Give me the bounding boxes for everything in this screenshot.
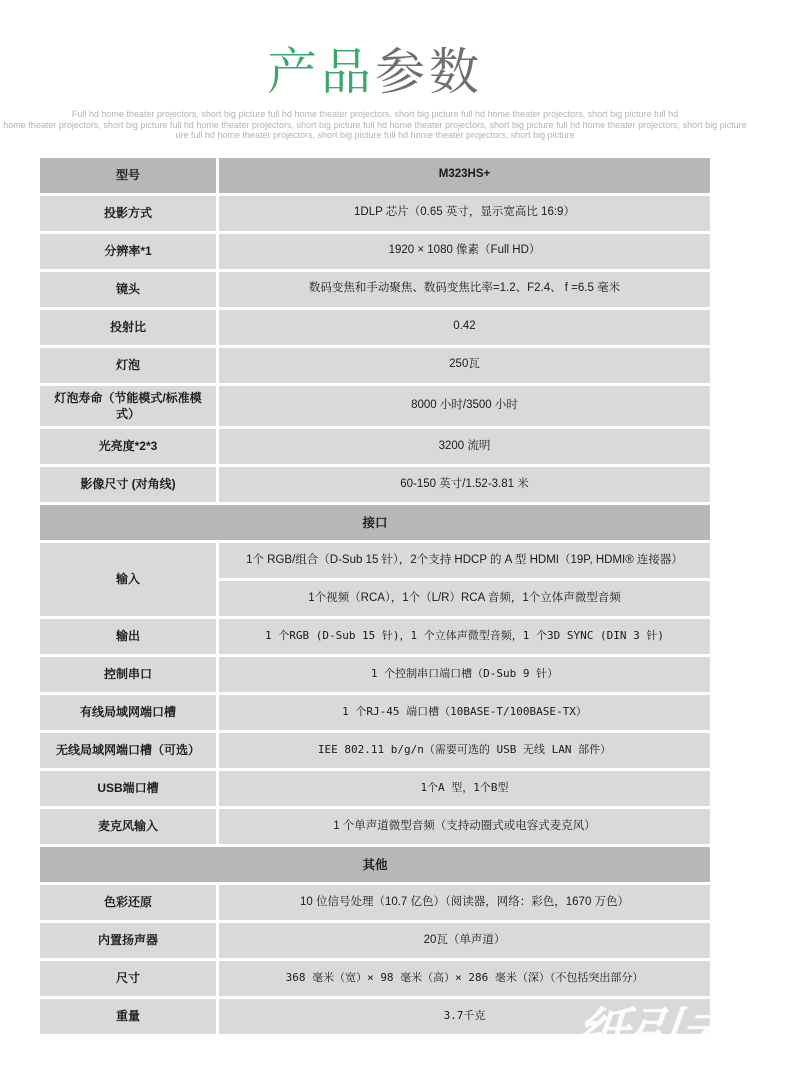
spec-value: IEE 802.11 b/g/n（需要可选的 USB 无线 LAN 部件）	[219, 733, 710, 768]
spec-label: 投影方式	[40, 196, 216, 231]
spec-row-output	[40, 619, 710, 654]
spec-value: 8000 小时/3500 小时	[219, 386, 710, 426]
subtitle-line: home theater projectors, short big picture full hd home theater projectors, short big picture full hd home theater projectors, short big picture full hd home theater projectors, short big picture	[3, 119, 747, 130]
spec-label: 灯泡寿命（节能模式/标准模式）	[40, 386, 216, 426]
spec-value: M323HS+	[219, 158, 710, 193]
spec-label: 麦克风输入	[40, 809, 216, 844]
spec-value: 20瓦（单声道）	[219, 923, 710, 958]
page-subtitle	[0, 109, 750, 141]
spec-row-model	[40, 158, 710, 193]
spec-label: 尺寸	[40, 961, 216, 996]
spec-label: 光亮度*2*3	[40, 429, 216, 464]
input-values-column	[219, 543, 710, 616]
spec-row-wired-lan	[40, 695, 710, 730]
spec-value: 0.42	[219, 310, 710, 345]
spec-row-throw-ratio	[40, 310, 710, 345]
spec-label: 灯泡	[40, 348, 216, 383]
spec-value: 1 个RJ-45 端口槽（10BASE-T/100BASE-TX）	[219, 695, 710, 730]
spec-label: 分辨率*1	[40, 234, 216, 269]
spec-value: 368 毫米（宽）× 98 毫米（高）× 286 毫米（深）（不包括突出部分）	[219, 961, 710, 996]
spec-value: 1DLP 芯片（0.65 英寸，显示宽高比 16:9）	[219, 196, 710, 231]
spec-value: 1个 RGB/组合（D-Sub 15 针），2个支持 HDCP 的 A 型 HDMI（19P, HDMI® 连接器）	[219, 543, 710, 578]
spec-row-brightness	[40, 429, 710, 464]
spec-row-mic-input	[40, 809, 710, 844]
section-header-other: 其他	[40, 847, 710, 882]
spec-row-dimensions	[40, 961, 710, 996]
subtitle-line: Full hd home theater projectors, short big picture full hd home theater projectors, short big picture full hd home theater projectors, short big picture full hd	[71, 109, 679, 119]
spec-value: 1 个单声道微型音频（支持动圈式或电容式麦克风）	[219, 809, 710, 844]
spec-label: 色彩还原	[40, 885, 216, 920]
spec-value: 1 个控制串口端口槽（D-Sub 9 针）	[219, 657, 710, 692]
spec-row-input	[40, 543, 710, 616]
spec-row-usb-ports	[40, 771, 710, 806]
spec-label: 型号	[40, 158, 216, 193]
spec-value: 250瓦	[219, 348, 710, 383]
spec-value: 1个A 型，1个B型	[219, 771, 710, 806]
spec-value: 10 位信号处理（10.7 亿色）（阅读器，网络：彩色，1670 万色）	[219, 885, 710, 920]
spec-row-image-size	[40, 467, 710, 502]
spec-value: 1个视频（RCA），1个（L/R）RCA 音频，1个立体声微型音频	[219, 581, 710, 616]
spec-label: 有线局域网端口槽	[40, 695, 216, 730]
spec-value: 3200 流明	[219, 429, 710, 464]
spec-label: USB端口槽	[40, 771, 216, 806]
page-title	[0, 44, 750, 100]
spec-row-speaker	[40, 923, 710, 958]
spec-value: 60-150 英寸/1.52-3.81 米	[219, 467, 710, 502]
spec-row-resolution	[40, 234, 710, 269]
spec-label: 内置扬声器	[40, 923, 216, 958]
spec-table	[40, 158, 710, 1034]
spec-row-weight	[40, 999, 710, 1034]
spec-value: 1 个RGB (D-Sub 15 针)，1 个立体声微型音频，1 个3D SYNC (DIN 3 针)	[219, 619, 710, 654]
spec-label: 输入	[40, 543, 216, 616]
subtitle-line: ure full hd home theater projectors, short big picture full hd home theater projectors, short big picture	[175, 130, 575, 140]
section-header-interface: 接口	[40, 505, 710, 540]
spec-row-lamp-life	[40, 386, 710, 426]
spec-label: 输出	[40, 619, 216, 654]
spec-row-serial-control	[40, 657, 710, 692]
spec-label: 控制串口	[40, 657, 216, 692]
spec-label: 镜头	[40, 272, 216, 307]
spec-value: 数码变焦和手动聚焦、数码变焦比率=1.2、F2.4、 f =6.5 毫米	[219, 272, 710, 307]
spec-row-color-reproduction	[40, 885, 710, 920]
spec-label: 投射比	[40, 310, 216, 345]
spec-row-lamp	[40, 348, 710, 383]
spec-row-lens	[40, 272, 710, 307]
spec-value: 3.7千克	[219, 999, 710, 1034]
spec-label: 影像尺寸 (对角线)	[40, 467, 216, 502]
spec-value: 1920 × 1080 像素（Full HD）	[219, 234, 710, 269]
spec-row-projection-method	[40, 196, 710, 231]
page-header	[0, 0, 750, 141]
spec-row-wireless-lan	[40, 733, 710, 768]
page-title-accent: 产品	[267, 44, 375, 100]
watermark: 纸引未来	[572, 1002, 787, 1063]
spec-label: 无线局域网端口槽（可选）	[40, 733, 216, 768]
page-title-rest: 参数	[375, 44, 483, 100]
spec-label: 重量	[40, 999, 216, 1034]
